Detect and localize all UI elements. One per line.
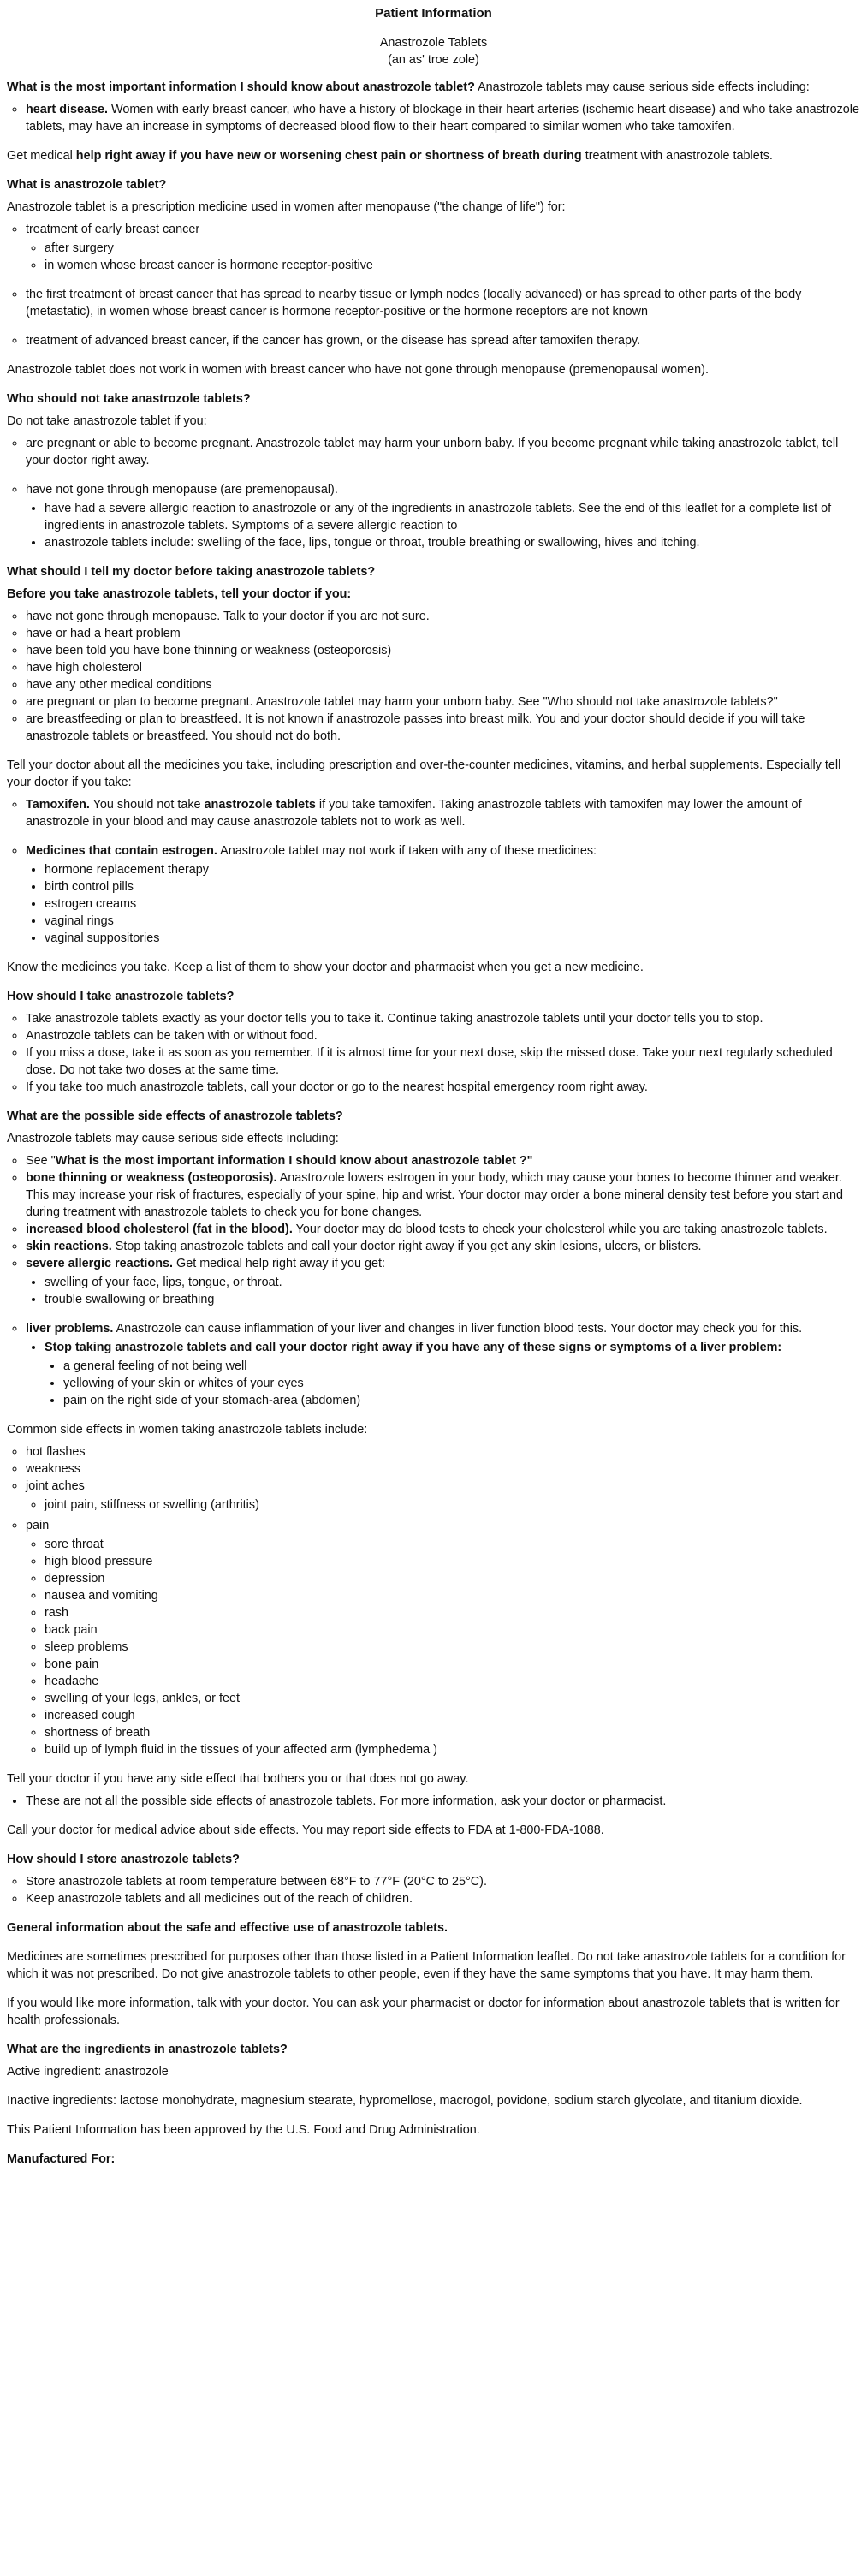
cholesterol-text: Your doctor may do blood tests to check your cholesterol while you are taking anastrozole tablets. <box>292 1223 828 1236</box>
estrogen-medicines-list <box>26 861 860 947</box>
important-info-list <box>7 101 860 135</box>
list-item <box>45 1339 860 1409</box>
tell-doctor-list <box>7 608 860 745</box>
list-item <box>26 842 860 947</box>
uses-list <box>7 221 860 349</box>
list-item <box>26 101 860 135</box>
section-heading-tell-doctor: What should I tell my doctor before taking anastrozole tablets? <box>7 565 376 579</box>
list-item: • estrogen creams <box>45 895 860 913</box>
list-item: ◦ weakness <box>26 1461 860 1478</box>
section-heading-storage: How should I store anastrozole tablets? <box>7 1853 240 1866</box>
list-item <box>26 796 860 830</box>
list-item: ◦ treatment of advanced breast cancer, if the cancer has grown, or the disease has spread after tamoxifen therapy. <box>26 332 860 349</box>
list-item: ◦ Keep anastrozole tablets and all medicines out of the reach of children. <box>26 1890 860 1907</box>
use-item-text: treatment of early breast cancer <box>26 223 200 236</box>
manufactured-for <box>7 2151 860 2168</box>
list-item: ◦ Take anastrozole tablets exactly as your doctor tells you to take it. Continue taking anastrozole tablets until your doctor tells you to stop. <box>26 1010 860 1027</box>
tell-doctor-subheading <box>7 586 860 603</box>
see-text-a: See " <box>26 1154 56 1168</box>
list-item <box>26 221 860 274</box>
list-item <box>26 1238 860 1255</box>
list-item: ◦ bone pain <box>45 1656 860 1673</box>
inactive-ingredients: Inactive ingredients: lactose monohydrate, magnesium stearate, hypromellose, macrogol, povidone, sodium starch glycolate, and titanium dioxide. <box>7 2094 803 2108</box>
list-item: ◦ have not gone through menopause. Talk to your doctor if you are not sure. <box>26 608 860 625</box>
how-take-list <box>7 1010 860 1096</box>
general-paragraph-1: Medicines are sometimes prescribed for purposes other than those listed in a Patient Information leaflet. Do not take anastrozole tablets for a condition for which it was not prescribed. Do not give anastrozole tablets to other people, even if they have the same symptoms that you have. It may harm them. <box>7 1950 846 1981</box>
list-item <box>26 1517 860 1758</box>
estrogen-term: Medicines that contain estrogen. <box>26 844 217 858</box>
liver-term: liver problems. <box>26 1322 114 1336</box>
list-item: ◦ sore throat <box>45 1536 860 1553</box>
list-item: ◦ Store anastrozole tablets at room temperature between 68°F to 77°F (20°C to 25°C). <box>26 1873 860 1890</box>
list-item: ◦ after surgery <box>45 240 860 257</box>
warning-text-d: treatment with anastrozole tablets. <box>581 149 773 163</box>
list-item: ◦ in women whose breast cancer is hormone receptor-positive <box>45 257 860 274</box>
list-item: • swelling of your face, lips, tongue, or throat. <box>45 1274 860 1291</box>
bothers-paragraph: Tell your doctor if you have any side effect that bothers you or that does not go away. <box>7 1772 469 1786</box>
list-item: ◦ are breastfeeding or plan to breastfeed. It is not known if anastrozole passes into breast milk. You and your doctor should decide if you will take anastrozole tablets or breastfeed. You should not do both. <box>26 711 860 745</box>
section-heading-side-effects: What are the possible side effects of anastrozole tablets? <box>7 1110 343 1123</box>
allergy-term: severe allergic reactions. <box>26 1257 173 1270</box>
list-item: ◦ nausea and vomiting <box>45 1587 860 1604</box>
joint-sublist <box>26 1496 860 1514</box>
allergy-list <box>26 1274 860 1308</box>
medicines-paragraph: Tell your doctor about all the medicines you take, including prescription and over-the-counter medicines, vitamins, and herbal supplements. Especially tell your doctor if you take: <box>7 759 841 789</box>
premenopausal-note: Anastrozole tablet does not work in women with breast cancer who have not gone through menopause (premenopausal women). <box>7 363 709 377</box>
list-item: • yellowing of your skin or whites of your eyes <box>63 1375 860 1392</box>
list-item: ◦ are pregnant or able to become pregnant. Anastrozole tablet may harm your unborn baby. If you become pregnant while taking anastrozole tablet, tell your doctor right away. <box>26 435 860 469</box>
liver-list <box>26 1339 860 1409</box>
skin-term: skin reactions. <box>26 1240 112 1253</box>
not-all-list <box>7 1793 860 1810</box>
list-item: ◦ depression <box>45 1570 860 1587</box>
list-item: • hormone replacement therapy <box>45 861 860 878</box>
know-medicines-paragraph: Know the medicines you take. Keep a list of them to show your doctor and pharmacist when you get a new medicine. <box>7 961 644 974</box>
list-item: ◦ Anastrozole tablets can be taken with or without food. <box>26 1027 860 1044</box>
list-item: • anastrozole tablets include: swelling of the face, lips, tongue or throat, trouble breathing or swallowing, hives and itching. <box>45 534 860 551</box>
list-item: ◦ increased cough <box>45 1707 860 1724</box>
drug-pronunciation: (an as' troe zole) <box>388 53 479 67</box>
bone-text: Anastrozole lowers estrogen in your body, which may cause your bones to become thinner and weaker. This may increase your risk of fractures, especially of your spine, hip and wrist. Your doctor may order a bone mineral density test before you start and during treatment with anastrozole tablets to check you for bone changes. <box>26 1171 844 1219</box>
heart-disease-term: heart disease. <box>26 103 108 116</box>
manufactured-for-label: Manufactured For: <box>7 2152 116 2166</box>
list-item: ◦ high blood pressure <box>45 1553 860 1570</box>
list-item: ◦ back pain <box>45 1621 860 1639</box>
list-item <box>26 1320 860 1409</box>
should-not-sublist <box>26 500 860 551</box>
list-item: ◦ If you take too much anastrozole tablets, call your doctor or go to the nearest hospital emergency room right away. <box>26 1079 860 1096</box>
list-item: ◦ have been told you have bone thinning or weakness (osteoporosis) <box>26 642 860 659</box>
warning-text-bold: help right away if you have new or worsening chest pain or shortness of breath during <box>75 149 582 163</box>
should-not-list <box>7 435 860 551</box>
list-item <box>26 1169 860 1221</box>
list-item-text: joint aches <box>26 1479 85 1493</box>
list-item: ◦ joint pain, stiffness or swelling (arthritis) <box>45 1496 860 1514</box>
tell-doctor-subheading-text: Before you take anastrozole tablets, tell your doctor if you: <box>7 587 352 601</box>
liver-stop-text: Stop taking anastrozole tablets and call your doctor right away if you have any of these signs or symptoms of a liver problem: <box>45 1341 782 1354</box>
list-item: • These are not all the possible side effects of anastrozole tablets. For more information, ask your doctor or pharmacist. <box>26 1793 860 1810</box>
should-not-intro: Do not take anastrozole tablet if you: <box>7 414 207 428</box>
drug-name: Anastrozole Tablets <box>379 36 488 50</box>
tamoxifen-text-bold: anastrozole tablets <box>204 798 316 812</box>
list-item: • have had a severe allergic reaction to anastrozole or any of the ingredients in anastrozole tablets. See the end of this leaflet for a complete list of ingredients in anastrozole tablets. Symptoms of a severe allergic reaction to <box>45 500 860 534</box>
what-is-intro: Anastrozole tablet is a prescription medicine used in women after menopause ("the change of life") for: <box>7 200 566 214</box>
see-text-c: " <box>526 1154 533 1168</box>
liver-text: Anastrozole can cause inflammation of your liver and changes in liver function blood tests. Your doctor may check you for this. <box>113 1322 803 1336</box>
list-item: • trouble swallowing or breathing <box>45 1291 860 1308</box>
list-item: ◦ sleep problems <box>45 1639 860 1656</box>
chest-pain-warning <box>7 147 860 164</box>
page-title: Patient Information <box>375 6 492 21</box>
warning-text-b: medical <box>30 149 76 163</box>
list-item: ◦ build up of lymph fluid in the tissues of your affected arm (lymphedema ) <box>45 1741 860 1758</box>
list-item: ◦ hot flashes <box>26 1443 860 1461</box>
fda-approval: This Patient Information has been approved by the U.S. Food and Drug Administration. <box>7 2123 480 2137</box>
list-item: ◦ are pregnant or plan to become pregnant. Anastrozole tablet may harm your unborn baby. See "Who should not take anastrozole tablets?" <box>26 693 860 711</box>
general-paragraph-2: If you would like more information, talk with your doctor. You can ask your pharmacist or doctor for information about anastrozole tablets that is written for health professionals. <box>7 1996 840 2027</box>
list-item: ◦ rash <box>45 1604 860 1621</box>
important-info-lead: Anastrozole tablets may cause serious side effects including: <box>474 80 810 94</box>
list-item <box>26 1478 860 1514</box>
call-doctor-paragraph: Call your doctor for medical advice about side effects. You may report side effects to FDA at 1-800-FDA-1088. <box>7 1823 604 1837</box>
patient-information-document <box>7 5 860 2168</box>
list-item <box>26 481 860 551</box>
section-heading-ingredients: What are the ingredients in anastrozole tablets? <box>7 2043 288 2056</box>
list-item: ◦ have high cholesterol <box>26 659 860 676</box>
list-item: • vaginal rings <box>45 913 860 930</box>
medicines-list <box>7 796 860 947</box>
section-heading-general: General information about the safe and effective use of anastrozole tablets. <box>7 1921 448 1935</box>
important-info-question: What is the most important information I should know about anastrozole tablet? <box>7 80 475 94</box>
section-heading-should-not: Who should not take anastrozole tablets? <box>7 392 251 406</box>
cholesterol-term: increased blood cholesterol (fat in the blood). <box>26 1223 293 1236</box>
active-ingredient: Active ingredient: anastrozole <box>7 2065 169 2079</box>
section-heading-what-is: What is anastrozole tablet? <box>7 178 167 192</box>
warning-text-a: Get <box>7 149 31 163</box>
skin-text: Stop taking anastrozole tablets and call your doctor right away if you get any skin lesions, ulcers, or blisters. <box>111 1240 702 1253</box>
uses-sublist <box>26 240 860 274</box>
pain-sublist <box>26 1536 860 1758</box>
side-effects-intro: Anastrozole tablets may cause serious side effects including: <box>7 1132 339 1145</box>
common-side-effects-intro: Common side effects in women taking anastrozole tablets include: <box>7 1423 368 1437</box>
list-item-text: have not gone through menopause (are premenopausal). <box>26 483 338 497</box>
tamoxifen-text-c: if you take tamoxifen. Taking anastrozole tablets with tamoxifen may lower the amount of anastrozole in your blood and may cause anastrozole tablets not to work as well. <box>26 798 802 829</box>
list-item: ◦ If you miss a dose, take it as soon as you remember. If it is almost time for your next dose, skip the missed dose. Take your next regularly scheduled dose. Do not take two doses at the same time. <box>26 1044 860 1079</box>
list-item: ◦ the first treatment of breast cancer that has spread to nearby tissue or lymph nodes (locally advanced) or has spread to other parts of the body (metastatic), in women whose breast cancer is hormone receptor-positive or the hormone receptors are not known <box>26 286 860 320</box>
allergy-text: Get medical help right away if you get: <box>173 1257 385 1270</box>
storage-list <box>7 1873 860 1907</box>
list-item: ◦ headache <box>45 1673 860 1690</box>
serious-side-effects-list <box>7 1152 860 1409</box>
heart-disease-text: Women with early breast cancer, who have a history of blockage in their heart arteries (ischemic heart disease) and who take anastrozole tablets, may have an increase in symptoms of decreased blood flow to their heart compared to similar women who take tamoxifen. <box>26 103 860 134</box>
list-item: ◦ have or had a heart problem <box>26 625 860 642</box>
list-item: • vaginal suppositories <box>45 930 860 947</box>
list-item: ◦ swelling of your legs, ankles, or feet <box>45 1690 860 1707</box>
list-item <box>26 1255 860 1308</box>
bone-term: bone thinning or weakness (osteoporosis). <box>26 1171 277 1185</box>
section-heading-how-take: How should I take anastrozole tablets? <box>7 990 235 1003</box>
list-item: • birth control pills <box>45 878 860 895</box>
important-info-paragraph <box>7 79 860 96</box>
list-item: • a general feeling of not being well <box>63 1358 860 1375</box>
list-item <box>26 1152 860 1169</box>
liver-symptoms-list <box>45 1358 860 1409</box>
list-item <box>26 1221 860 1238</box>
see-text-bold: What is the most important information I should know about anastrozole tablet ? <box>55 1154 527 1168</box>
list-item-text: pain <box>26 1519 50 1532</box>
list-item: ◦ have any other medical conditions <box>26 676 860 693</box>
list-item: • pain on the right side of your stomach-area (abdomen) <box>63 1392 860 1409</box>
tamoxifen-text-a: You should not take <box>89 798 205 812</box>
list-item: ◦ shortness of breath <box>45 1724 860 1741</box>
tamoxifen-term: Tamoxifen. <box>26 798 90 812</box>
common-side-effects-list <box>7 1443 860 1758</box>
estrogen-text: Anastrozole tablet may not work if taken with any of these medicines: <box>217 844 597 858</box>
